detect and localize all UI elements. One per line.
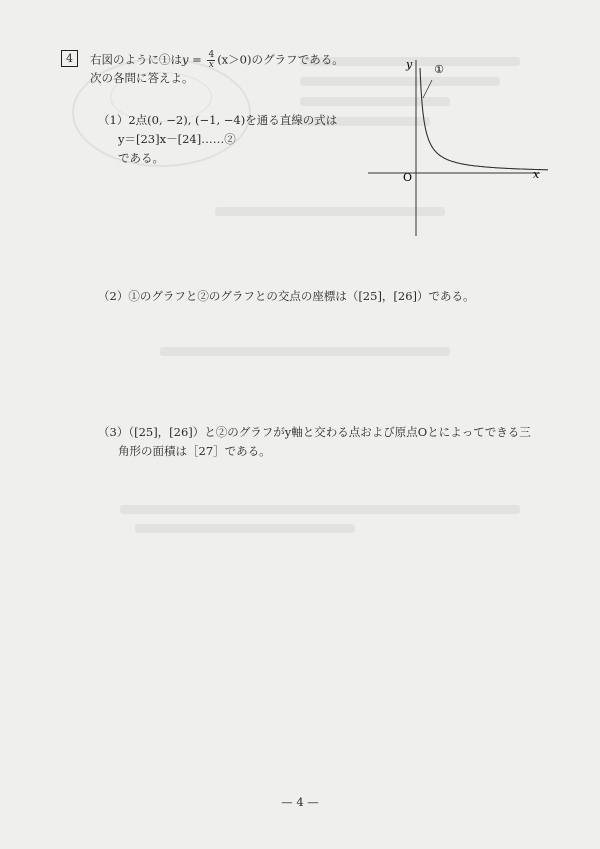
curve-label: ① [434,63,444,76]
question-3-label: （3） [98,425,129,439]
question-1-text: 2点(0, −2), (−1, −4)を通る直線の式は [128,113,338,127]
fraction-denominator: x [208,60,214,70]
bleed-through-text [135,524,355,533]
question-3-text: （[25]，[26]）と②のグラフがy軸と交わる点および原点Oとによってできる三 [128,425,531,439]
x-axis-label: x [533,168,540,181]
question-2-label: （2） [98,289,129,303]
intro-text-tail: (x＞0)のグラフである。 [217,52,344,67]
origin-label: O [403,171,413,184]
curve-label-leader [423,80,432,98]
bleed-through-text [120,505,520,514]
intro-text: 右図のように①は [90,52,182,67]
bleed-through-text [160,347,450,356]
question-1-label: （1） [98,113,129,127]
question-1-line-1 [98,112,337,128]
hyperbola-graph [368,58,548,238]
y-axis-label: y [406,58,413,71]
page-number: — 4 — [281,795,319,809]
fraction-numerator: 4 [208,50,215,60]
problem-intro-line-1 [90,51,344,70]
question-2-text: ①のグラフと②のグラフとの交点の座標は（[25]，[26]）である。 [128,289,475,303]
question-1-line-2: y＝[23]x－[24]……② [118,132,236,146]
question-3-line-2: 角形の面積は［27］である。 [118,444,271,458]
curve-1 [420,68,548,171]
fraction [207,51,215,70]
question-1-line-3: である。 [118,151,164,165]
equation-prefix: y = [182,52,202,67]
problem-intro-line-2: 次の各問に答えよ。 [90,71,194,85]
problem-number: 4 [61,50,78,67]
question-3-line-1 [98,424,531,440]
question-2-line-1 [98,288,475,304]
